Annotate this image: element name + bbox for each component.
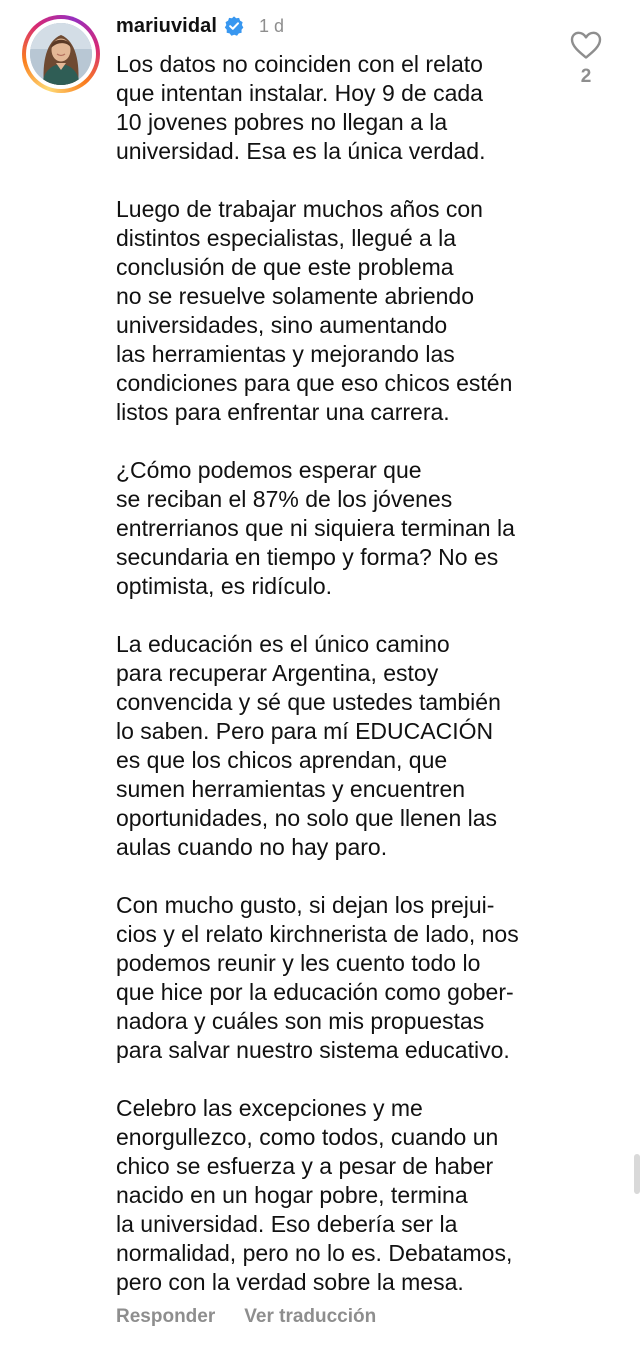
comment-text-line: cios y el relato kirchnerista de lado, nos [116,921,519,947]
comment-text-line: normalidad, pero no lo es. Debatamos, [116,1240,513,1266]
comment-text-line: aulas cuando no hay paro. [116,834,388,860]
comment-text-line: listos para enfrentar una carrera. [116,399,450,425]
comment-actions [116,1306,376,1328]
comment-text-line: universidad. Esa es la única verdad. [116,138,486,164]
comment-text-line: ¿Cómo podemos esperar que [116,457,422,483]
comment-text-line: distintos especialistas, llegué a la [116,225,457,251]
username[interactable]: mariuvidal [116,14,218,37]
avatar-story-gap [26,19,96,89]
comment-text [116,50,566,1297]
comment-text-line: que intentan instalar. Hoy 9 de cada [116,80,483,106]
comment-text-line: pero con la verdad sobre la mesa. [116,1269,464,1295]
reply-button[interactable]: Responder [116,1306,216,1327]
verified-badge-icon [223,15,245,37]
translate-button[interactable]: Ver traducción [244,1306,377,1327]
comment-text-line: la universidad. Eso debería ser la [116,1211,458,1237]
comment-text-line: las herramientas y mejorando las [116,341,455,367]
comment-text-line: lo saben. Pero para mí EDUCACIÓN [116,718,494,744]
avatar-photo [30,23,92,85]
avatar-portrait-icon [30,23,92,85]
comment-text-line: para salvar nuestro sistema educativo. [116,1037,510,1063]
comment-text-line: convencida y sé que ustedes también [116,689,501,715]
comment-text-line: universidades, sino aumentando [116,312,448,338]
comment-text-line: es que los chicos aprendan, que [116,747,448,773]
comment-text-line: podemos reunir y les cuento todo lo [116,950,481,976]
comment-text-line: se reciban el 87% de los jóvenes [116,486,453,512]
comment-text-line: que hice por la educación como gober- [116,979,514,1005]
comment-text-line: sumen herramientas y encuentren [116,776,466,802]
comment-text-line: Luego de trabajar muchos años con [116,196,483,222]
comment-text-line: no se resuelve solamente abriendo [116,283,475,309]
comment-paragraph [116,50,566,166]
comment-paragraph [116,195,566,427]
comment-text-line: 10 jovenes pobres no llegan a la [116,109,448,135]
comment-text-line: condiciones para que eso chicos estén [116,370,513,396]
comment-text-line: Con mucho gusto, si dejan los prejui- [116,892,495,918]
scrollbar[interactable] [634,1154,640,1194]
comment-text-line: enorgullezco, como todos, cuando un [116,1124,499,1150]
comment-text-line: nadora y cuáles son mis propuestas [116,1008,485,1034]
like-count: 2 [580,66,592,87]
comment-paragraph [116,891,566,1065]
comment-paragraph [116,630,566,862]
comment-header [116,10,284,42]
comment-text-line: La educación es el único camino [116,631,450,657]
comment-text-line: oportunidades, no solo que llenen las [116,805,498,831]
comment-text-line: entrerrianos que ni siquiera terminan la [116,515,515,541]
comment-text-line: optimista, es ridículo. [116,573,333,599]
comment-text-line: chico se esfuerza y a pesar de haber [116,1153,494,1179]
avatar[interactable] [22,15,100,93]
comment-paragraph [116,1094,566,1297]
comment-paragraph [116,456,566,601]
comment-timestamp: 1 d [259,15,285,36]
comment-text-line: Los datos no coinciden con el relato [116,51,483,77]
heart-outline-icon[interactable] [569,30,603,60]
comment-text-line: nacido en un hogar pobre, termina [116,1182,468,1208]
comment-text-line: para recuperar Argentina, estoy [116,660,439,686]
comment-text-line: secundaria en tiempo y forma? No es [116,544,499,570]
comment-text-line: Celebro las excepciones y me [116,1095,423,1121]
comment-text-line: conclusión de que este problema [116,254,454,280]
